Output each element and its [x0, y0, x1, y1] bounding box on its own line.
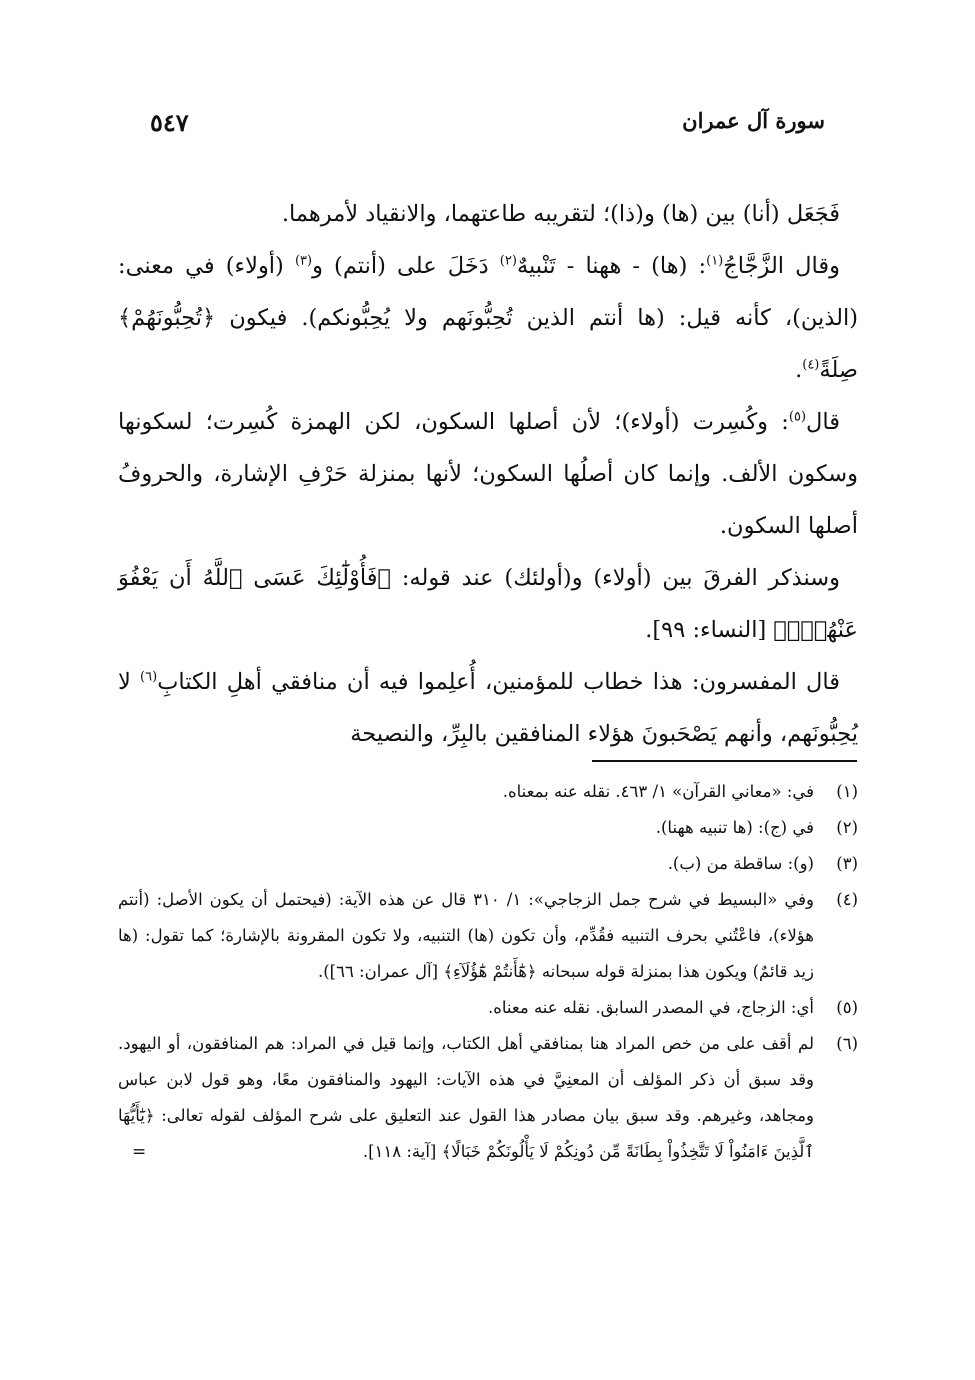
footnote-divider [592, 760, 857, 762]
footnote-number: (٢) [836, 818, 858, 837]
footnotes [118, 774, 858, 1170]
footnote-ref-4[interactable]: (٤) [802, 357, 820, 373]
footnote-6: (٦) لم أقف على من خص المراد هنا بمنافقي أهل الكتاب، وإنما قيل في المراد: هم المنافقون، أو اليهود. وقد سبق أن ذكر المؤلف أن المعنِيَّ في هذه الآيات: اليهود والمنافقون معًا، وهو قول لابن عباس ومجاهد، وغيرهم. وقد سبق بيان مصادر هذا القول عند التعليق على شرح المؤلف لقوله تعالى: ﴿يَٰٓأَيُّهَا ٱلَّذِينَ ءَامَنُواْ لَا تَتَّخِذُواْ بِطَانَةً مِّن دُونِكُمْ لَا يَأْلُونَكُمْ خَبَالًا﴾ [آية: ١١٨]. = [118, 1026, 858, 1170]
footnote-number: (٣) [836, 854, 858, 873]
paragraph-3: قال$^{(٥)}$: وكُسِرت (أولاء)؛ لأن أصلها السكون، لكن الهمزة كُسِرت؛ لسكونها وسكون الألف. وإنما كان أصلُها السكون؛ لأنها بمنزلة حَرْفِ الإشارة، والحروفُ أصلها السكون. [118, 409, 858, 539]
page-number: ٥٤٧ [150, 108, 189, 137]
paragraph-4: وسنذكر الفرقَ بين (أولاء) و(أولئك) عند قوله: ﴿فَأُوْلَٰٓئِكَ عَسَى ٱللَّهُ أَن يَعْفُوَ عَنْهُمْۚ﴾ [النساء: ٩٩]. [118, 565, 858, 643]
footnote-1: (١) في: «معاني القرآن» ١/ ٤٦٣. نقله عنه بمعناه. [118, 774, 858, 810]
page-header [150, 108, 825, 148]
main-text [118, 188, 858, 760]
footnote-ref-6[interactable]: (٦) [140, 669, 158, 685]
footnote-4: (٤) وفي «البسيط في شرح جمل الزجاجي»: ١/ ٣١٠ قال عن هذه الآية: (فيحتمل أن يكون الأصل: (أنتم هؤلاء)، فاعْتُني بحرف التنبيه فقُدِّم، وأن تكون (ها) التنبيه، ولا تكون المقرونة بالإشارة؛ كما تقول: (ها زيد قائمٌ) ويكون هذا بمنزلة قوله سبحانه ﴿هَٰٓأَنتُمْ هَٰٓؤُلَآءِ﴾ [آل عمران: ٦٦]). [118, 882, 858, 990]
footnote-number: (٥) [836, 998, 858, 1017]
footnote-ref-3[interactable]: (٣) [294, 253, 313, 269]
paragraph-2: وقال الزَّجَّاجُ$^{(١)}$: (ها) - ههنا - تَنْبيهٌ$^{(٢)}$ دَخَلَ على (أنتم) و$^{(٣)}$ (أولاء) في معنى: (الذين)، كأنه قيل: (ها أنتم الذين تُحِبُّونَهم ولا يُحِبُّونكم). فيكون ﴿تُحِبُّونَهُمْ﴾ صِلَةً$^{(٤)}$. [118, 253, 858, 383]
footnote-3: (٣) (و): ساقطة من (ب). [118, 846, 858, 882]
footnote-number: (٦) [836, 1034, 858, 1053]
continuation-mark: = [132, 1142, 147, 1162]
quran-quote: ﴿فَأُوْلَٰٓئِكَ عَسَى ٱللَّهُ أَن يَعْفُوَ عَنْهُمْۚ﴾ [118, 565, 858, 643]
footnote-ref-2[interactable]: (٢) [499, 253, 517, 269]
quran-quote: ﴿هَٰٓأَنتُمْ هَٰٓؤُلَآءِ﴾ [443, 962, 537, 981]
surah-title: سورة آل عمران [682, 108, 825, 133]
paragraph-1: فَجَعَل (أنا) بين (ها) و(ذا)؛ لتقريبه طاعتهما، والانقياد لأمرهما. [281, 201, 840, 227]
paragraph-5: قال المفسرون: هذا خطاب للمؤمنين، أُعلِموا فيه أن منافقي أهلِ الكتابِ$^{(٦)}$ لا يُحِبُّونَهم، وأنهم يَصْحَبونَ هؤلاء المنافقين بالبِرِّ، والنصيحة [118, 669, 858, 747]
footnote-2: (٢) في (ج): (ها تنبيه ههنا). [118, 810, 858, 846]
footnote-number: (٤) [836, 890, 858, 909]
quran-quote: ﴿يَٰٓأَيُّهَا ٱلَّذِينَ ءَامَنُواْ لَا تَتَّخِذُواْ بِطَانَةً مِّن دُونِكُمْ لَا يَأْلُونَكُمْ خَبَالًا﴾ [118, 1106, 814, 1161]
footnote-number: (١) [836, 782, 858, 801]
footnote-ref-5[interactable]: (٥) [788, 409, 807, 425]
footnote-5: (٥) أي: الزجاج، في المصدر السابق. نقله عنه معناه. [118, 990, 858, 1026]
quran-quote: ﴿تُحِبُّونَهُمْ﴾ [118, 305, 216, 331]
footnote-ref-1[interactable]: (١) [706, 253, 724, 269]
